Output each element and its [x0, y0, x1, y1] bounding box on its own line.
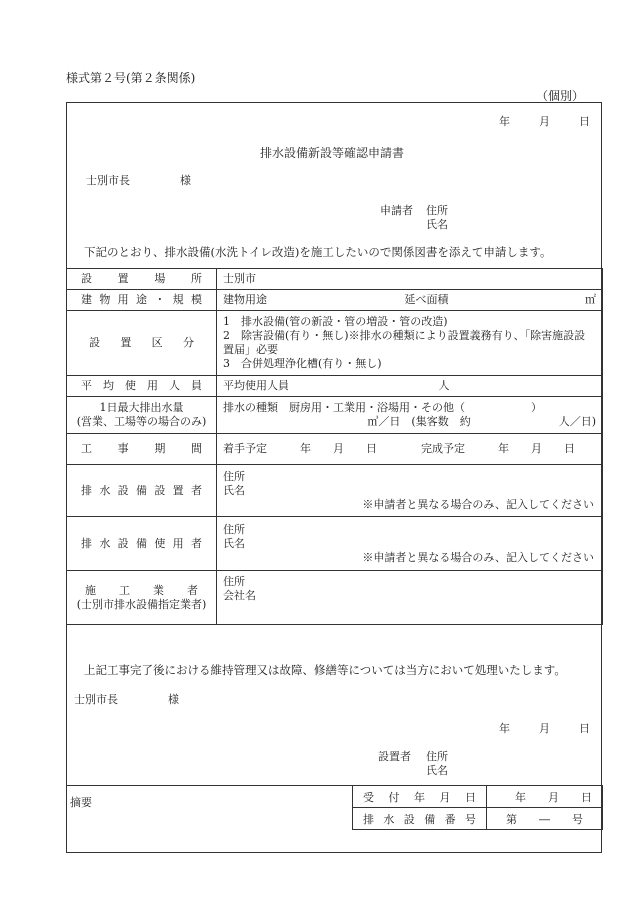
addressee-honorific: 様 [180, 174, 191, 187]
period-value: 着手予定 年 月 日 完成予定 年 月 日 [217, 434, 603, 465]
category-label: 設置区分 [67, 311, 217, 376]
usage-cell [217, 290, 603, 311]
user-label: 排水設備使用者 [67, 517, 217, 571]
persons-unit: 人 [438, 379, 450, 392]
setter-name: 氏名 [426, 764, 448, 777]
persons-cell [217, 376, 603, 397]
date-day: 日 [579, 115, 590, 128]
row-usage [67, 290, 603, 311]
usage-area: 延べ面積 [404, 293, 449, 306]
discharge-label: 1日最大排出水量 [99, 401, 184, 414]
bottom-mayor: 士別市長 [74, 693, 118, 706]
row-location [67, 269, 603, 290]
discharge-sublabel: (営業、工場等の場合のみ) [76, 415, 207, 428]
bottom-date-month: 月 [539, 722, 550, 735]
setter-address: 住所 [426, 750, 448, 763]
user-cell [217, 517, 603, 571]
row-period [67, 434, 603, 465]
receipt-date-value: 年 月 日 [487, 786, 603, 808]
location-value: 士別市 [217, 269, 603, 290]
installer-cell [217, 465, 603, 517]
row-user [67, 517, 603, 571]
period-label: 工事期間 [67, 434, 217, 465]
bottom-date-year: 年 [499, 722, 510, 735]
location-label: 設置場所 [67, 269, 217, 290]
bottom-date-day: 日 [579, 722, 590, 735]
contractor-company: 会社名 [223, 589, 256, 602]
contractor-label-cell [67, 571, 217, 625]
row-persons [67, 376, 603, 397]
copy-type: （個別） [536, 89, 585, 103]
applicant-address: 住所 [426, 204, 448, 217]
contractor-address: 住所 [223, 575, 245, 588]
addressee-mayor: 士別市長 [86, 174, 130, 187]
category-item2: 2 除害設備(有り・無し)※排水の種類により設置義務有り、「除害施設設置届」必要 [223, 329, 586, 356]
row-discharge [67, 397, 603, 434]
usage-use: 建物用途 [223, 293, 267, 306]
contractor-sublabel: (士別市排水設備指定業者) [76, 597, 207, 611]
user-address: 住所 [223, 522, 245, 536]
user-note: ※申請者と異なる場合のみ、記入してください [362, 550, 594, 564]
discharge-label-cell [67, 397, 217, 434]
top-date [499, 113, 590, 129]
contractor-label: 施工業者 [85, 583, 198, 597]
category-cell [217, 311, 603, 376]
discharge-line1: 排水の種類 厨房用・工業用・浴場用・その他（ ） [223, 401, 542, 414]
user-name: 氏名 [223, 536, 245, 550]
remarks-label: 摘要 [70, 796, 92, 809]
receipt-table [352, 785, 603, 830]
row-category [67, 311, 603, 376]
receipt-number-label: 排水設備番号 [353, 808, 487, 830]
installer-name: 氏名 [223, 483, 245, 497]
row-installer [67, 465, 603, 517]
installer-address: 住所 [223, 469, 245, 483]
contractor-cell [217, 571, 603, 625]
details-table [66, 268, 603, 625]
usage-unit: ㎡ [585, 293, 596, 306]
usage-label: 建物用途・規模 [67, 290, 217, 311]
date-year: 年 [499, 115, 510, 128]
discharge-line2: ㎥／日 (集客数 約 人／日) [367, 415, 596, 428]
bottom-date [499, 720, 590, 736]
category-item1: 1 排水設備(管の新設・管の増設・管の改造) [223, 315, 448, 328]
persons-label: 平均使用人員 [67, 376, 217, 397]
form-id: 様式第２号(第２条関係) [66, 71, 196, 85]
applicant-label: 申請者 [380, 204, 413, 217]
receipt-date-label: 受付年月日 [353, 786, 487, 808]
bottom-honorific: 様 [168, 693, 179, 706]
setter-label: 設置者 [378, 750, 411, 763]
date-month: 月 [539, 115, 550, 128]
maintenance-text: 上記工事完了後における維持管理又は故障、修繕等については当方において処理いたします。 [84, 663, 566, 677]
persons-value: 平均使用人員 [223, 379, 289, 392]
receipt-number-value: 第 ― 号 [487, 808, 603, 830]
applicant-name: 氏名 [426, 218, 448, 231]
category-item3: 3 合併処理浄化槽(有り・無し) [223, 357, 382, 370]
intro-text: 下記のとおり、排水設備(水洗トイレ改造)を施工したいので関係図書を添えて申請します。 [84, 245, 552, 259]
form-title: 排水設備新設等確認申請書 [260, 146, 405, 160]
row-contractor [67, 571, 603, 625]
installer-note: ※申請者と異なる場合のみ、記入してください [362, 497, 594, 511]
discharge-cell [217, 397, 603, 434]
installer-label: 排水設備設置者 [67, 465, 217, 517]
